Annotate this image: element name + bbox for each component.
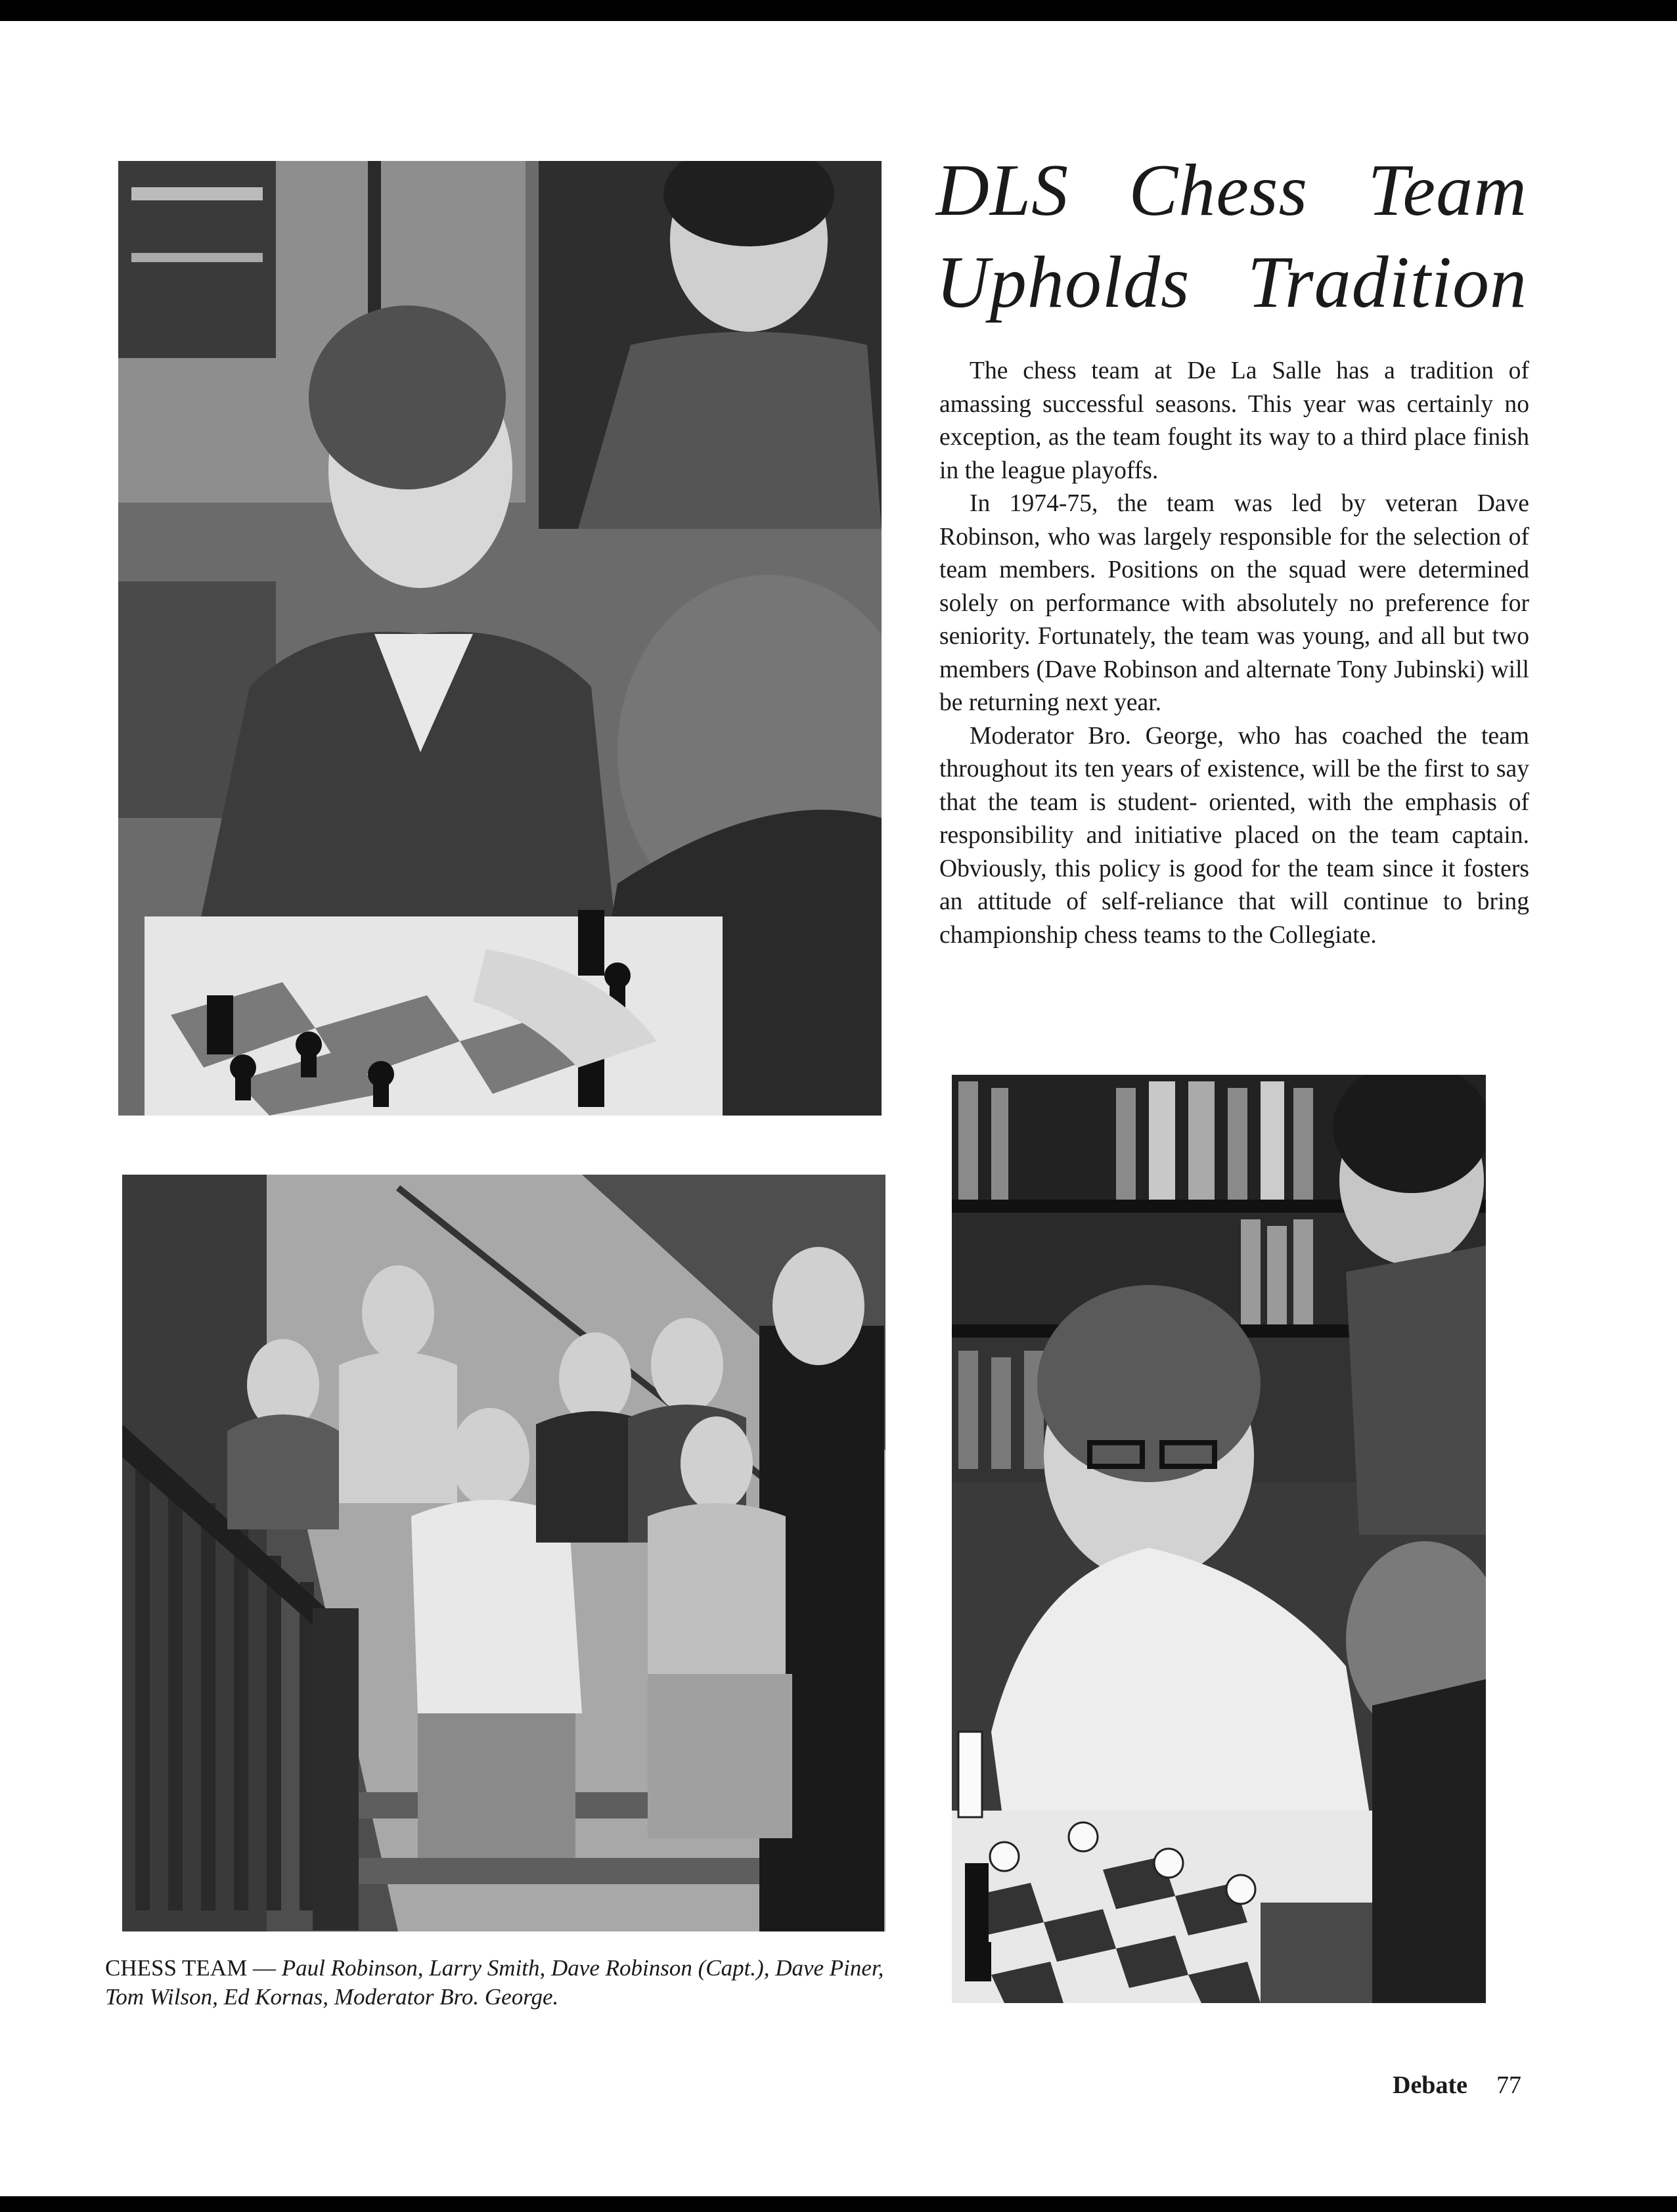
photo-chess-match-library xyxy=(952,1075,1486,2003)
photo-caption xyxy=(105,1954,906,2012)
footer-section-name: Debate xyxy=(1393,2071,1467,2099)
page-number: 77 xyxy=(1496,2071,1521,2099)
paragraph-1: The chess team at De La Salle has a tradition of amassing successful seasons. This year was certainly no exception, as the team fought its way to a third place finish in the league playoffs. xyxy=(939,357,1529,484)
caption-names: Paul Robinson, Larry Smith, Dave Robinson (Capt.), Dave Piner, Tom Wilson, Ed Kornas, Moderator Bro. George. xyxy=(105,1955,884,2010)
paragraph-2: In 1974-75, the team was led by veteran Dave Robinson, who was largely responsible for the selection of team members. Positions on the squad were determined solely on performance with absolutely no preference for seniority. Fortunately, the team was young, and all but two members (Dave Robinson and alternate Tony Jubinski) will be returning next year. xyxy=(939,490,1529,716)
headline-line-1: DLS Chess Team xyxy=(936,150,1527,231)
scan-border-top xyxy=(0,0,1677,21)
scan-border-bottom xyxy=(0,2196,1677,2212)
photo-chess-players-top xyxy=(118,161,882,1116)
article-headline xyxy=(936,145,1527,328)
paragraph-3: Moderator Bro. George, who has coached the team throughout its ten years of existence, will be the first to say that the team is student- oriented, with the emphasis of responsibility and initiative placed on the team captain. Obviously, this policy is good for the team since it fosters an attitude of self-reliance that will continue to bring championship chess teams to the Collegiate. xyxy=(939,722,1529,949)
page-footer xyxy=(1393,2071,1521,2100)
photo-chess-team-stairs xyxy=(122,1175,885,1931)
caption-lead: CHESS TEAM — xyxy=(105,1955,276,1981)
headline-line-2: Upholds Tradition xyxy=(936,242,1527,323)
article-body xyxy=(939,355,1529,952)
